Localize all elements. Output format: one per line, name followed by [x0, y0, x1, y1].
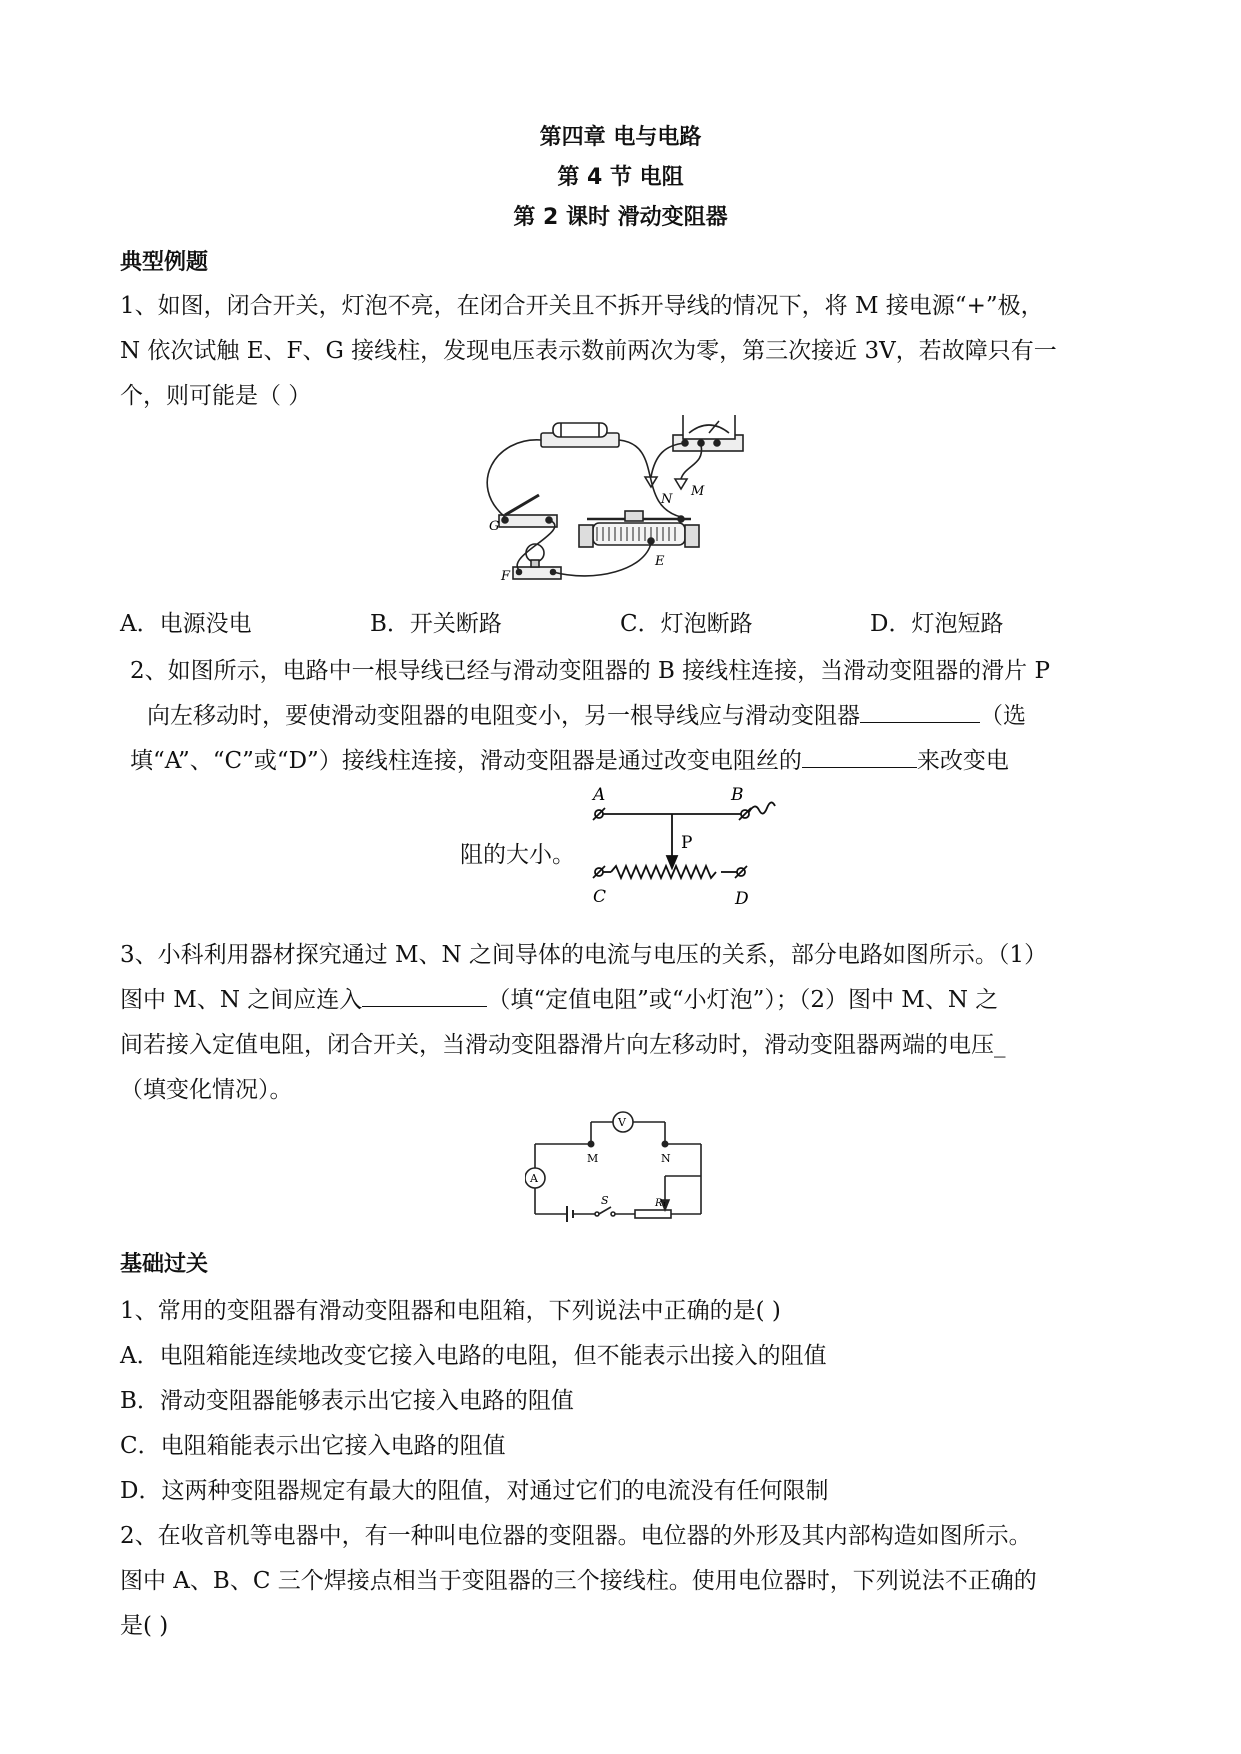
example-q2-line-4: 阻的大小。 [460, 842, 575, 868]
example-q2-blank-1[interactable] [860, 700, 980, 723]
example-q2-blank-2[interactable] [802, 745, 917, 768]
basics-q1-option-d: D．这两种变阻器规定有最大的阻值，对通过它们的电流没有任何限制 [120, 1478, 829, 1504]
example-q2-line-2-tail: （选 [980, 703, 1026, 729]
example-q3-line-3: 间若接入定值电阻，闭合开关，当滑动变阻器滑片向左移动时，滑动变阻器两端的电压_ [120, 1032, 1006, 1058]
q2-label-c: C [593, 887, 607, 907]
q3-label-a: A [530, 1172, 538, 1185]
example-q3-circuit-figure [525, 1110, 725, 1225]
example-q1-circuit-figure [475, 415, 785, 590]
basics-heading: 基础过关 [120, 1252, 209, 1277]
q3-label-s: S [601, 1194, 609, 1207]
example-q1-option-b: B．开关断路 [370, 611, 502, 637]
example-q3-line-2-text: 图中 M、N 之间应连入 [120, 987, 363, 1013]
q1-label-f: F [501, 569, 511, 584]
example-q2-line-2-text: 向左移动时，要使滑动变阻器的电阻变小，另一根导线应与滑动变阻器 [147, 703, 860, 729]
example-q3-blank-1[interactable] [362, 984, 487, 1007]
section-title: 第 4 节 电阻 [557, 165, 684, 190]
q2-label-b: B [731, 785, 744, 805]
q2-label-p: P [681, 833, 693, 853]
q1-label-n: N [661, 492, 673, 507]
basics-q1-option-a: A．电阻箱能连续地改变它接入电路的电阻，但不能表示出接入的阻值 [120, 1343, 827, 1369]
q2-label-a: A [593, 785, 606, 805]
example-q3-line-4: （填变化情况）。 [120, 1077, 293, 1103]
example-q1-option-c: C．灯泡断路 [620, 611, 753, 637]
example-q1-line-1: 1、如图，闭合开关，灯泡不亮，在闭合开关且不拆开导线的情况下，将 M 接电源“+”极， [120, 293, 1044, 319]
example-q1-option-a: A．电源没电 [120, 611, 252, 637]
basics-q1-stem: 1、常用的变阻器有滑动变阻器和电阻箱，下列说法中正确的是( ) [120, 1298, 781, 1324]
basics-q2-line-1: 2、在收音机等电器中，有一种叫电位器的变阻器。电位器的外形及其内部构造如图所示。 [120, 1523, 1032, 1549]
q1-label-m: M [691, 484, 705, 499]
example-q3-line-1: 3、小科利用器材探究通过 M、N 之间导体的电流与电压的关系，部分电路如图所示。（1） [120, 942, 1048, 968]
q3-label-r1: R₁ [655, 1198, 667, 1209]
example-q1-line-2: N 依次试触 E、F、G 接线柱，发现电压表示数前两次为零，第三次接近 3V，若故障只有一 [120, 338, 1057, 364]
q3-label-n: N [661, 1152, 671, 1165]
example-q3-line-2-tail: （填“定值电阻”或“小灯泡”）；（2）图中 M、N 之 [487, 987, 999, 1013]
basics-q2-line-3: 是( ) [120, 1613, 169, 1639]
q3-label-v: V [618, 1116, 626, 1129]
example-q2-line-2 [147, 697, 1026, 730]
example-q2-line-1: 2、如图所示，电路中一根导线已经与滑动变阻器的 B 接线柱连接，当滑动变阻器的滑片 P [130, 658, 1050, 684]
example-q3-line-2 [120, 981, 998, 1014]
examples-heading: 典型例题 [120, 250, 209, 275]
chapter-title: 第四章 电与电路 [539, 125, 702, 150]
example-q2-line-3-text: 填“A”、“C”或“D”）接线柱连接，滑动变阻器是通过改变电阻丝的 [130, 748, 802, 774]
basics-q1-option-b: B．滑动变阻器能够表示出它接入电路的阻值 [120, 1388, 574, 1414]
example-q2-line-3 [130, 742, 1009, 775]
q2-label-d: D [735, 889, 749, 909]
q3-label-m: M [587, 1152, 599, 1165]
lesson-title: 第 2 课时 滑动变阻器 [513, 205, 728, 230]
basics-q1-option-c: C．电阻箱能表示出它接入电路的阻值 [120, 1433, 506, 1459]
q1-label-g: G [489, 519, 500, 534]
example-q2-rheostat-figure [585, 780, 785, 920]
basics-q2-line-2: 图中 A、B、C 三个焊接点相当于变阻器的三个接线柱。使用电位器时，下列说法不正确的 [120, 1568, 1037, 1594]
example-q1-line-3: 个，则可能是（ ） [120, 383, 312, 409]
example-q2-line-3-tail: 来改变电 [916, 748, 1009, 774]
q1-label-e: E [655, 554, 665, 569]
example-q1-option-d: D．灯泡短路 [870, 611, 1004, 637]
